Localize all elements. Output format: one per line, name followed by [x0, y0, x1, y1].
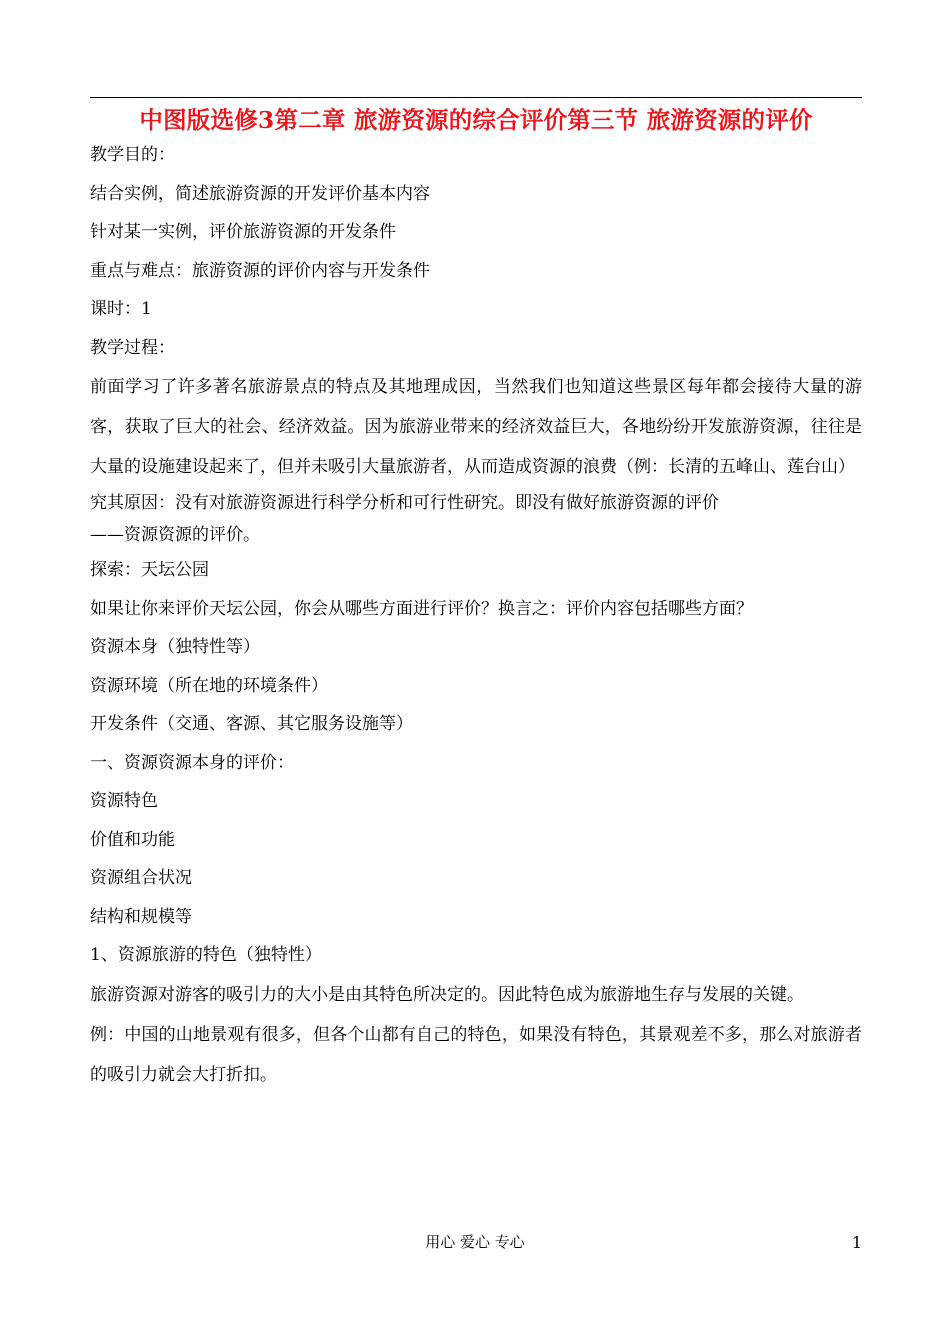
item-structure: 结构和规模等 [90, 906, 192, 927]
aspect-environment: 资源环境（所在地的环境条件） [90, 675, 328, 696]
question-line: 如果让你来评价天坛公园，你会从哪些方面进行评价？换言之：评价内容包括哪些方面？ [90, 598, 753, 619]
header-rule [90, 97, 862, 98]
item-combination: 资源组合状况 [90, 868, 192, 888]
objective-2: 针对某一实例，评价旅游资源的开发条件 [90, 222, 396, 242]
objectives-heading: 教学目的： [90, 145, 175, 165]
footer-slogan: 用心 爱心 专心 [425, 1233, 525, 1251]
objective-1: 结合实例，简述旅游资源的开发评价基本内容 [90, 183, 430, 204]
page-number: 1 [851, 1233, 862, 1252]
explore-line: 探索：天坛公园 [90, 560, 209, 580]
reason-line: 究其原因：没有对旅游资源进行科学分析和可行性研究。即没有做好旅游资源的评价 [90, 493, 719, 513]
process-heading: 教学过程： [90, 337, 175, 358]
example-paragraph: 例：中国的山地景观有很多，但各个山都有自己的特色，如果没有特色，其景观差不多，那么对旅游者的吸引力就会大打折扣。 [90, 1024, 862, 1085]
item-value: 价值和功能 [90, 829, 175, 850]
section-one-heading: 一、资源资源本身的评价： [90, 752, 294, 773]
reason-continuation: ——资源资源的评价。 [90, 525, 260, 545]
document-title: 中图版选修3第二章 旅游资源的综合评价第三节 旅游资源的评价 [139, 106, 813, 134]
subsection-1-heading: 1、资源旅游的特色（独特性） [90, 945, 322, 965]
aspect-resource: 资源本身（独特性等） [90, 637, 260, 657]
intro-paragraph: 前面学习了许多著名旅游景点的特点及其地理成因，当然我们也知道这些景区每年都会接待大量的游客，获取了巨大的社会、经济效益。因为旅游业带来的经济效益巨大，各地纷纷开发旅游资源，往往是大量的设施建设起来了，但并未吸引大量旅游者，从而造成资源的浪费（例：长清的五峰山、莲台山） [90, 377, 862, 477]
aspect-development: 开发条件（交通、客源、其它服务设施等） [90, 714, 413, 734]
item-feature: 资源特色 [90, 791, 158, 811]
feature-paragraph: 旅游资源对游客的吸引力的大小是由其特色所决定的。因此特色成为旅游地生存与发展的关键。 [90, 984, 804, 1005]
class-hours: 课时：1 [90, 299, 152, 319]
key-points: 重点与难点：旅游资源的评价内容与开发条件 [90, 260, 430, 281]
document-body [90, 136, 862, 1095]
